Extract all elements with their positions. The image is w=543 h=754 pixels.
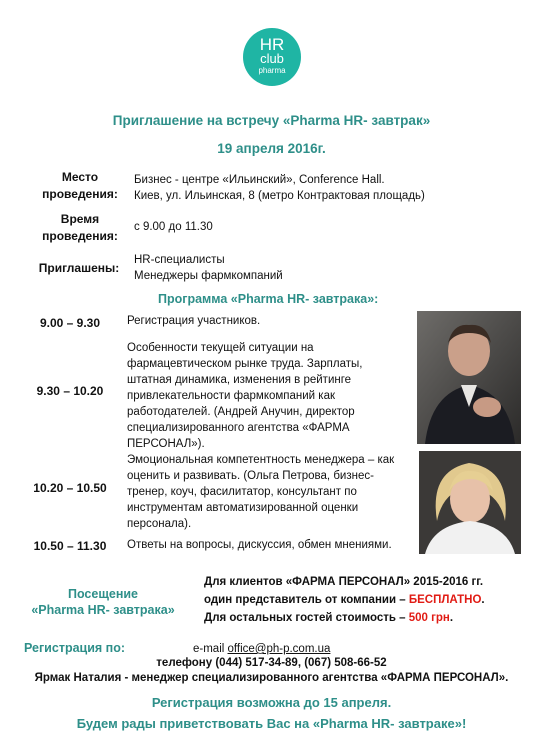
logo-text-club: club [260, 51, 284, 66]
logo-text-hr: HR [259, 35, 285, 54]
registration-deadline: Регистрация возможна до 15 апреля. [151, 695, 392, 710]
paid-condition: Для остальных гостей стоимость – 500 грн. [204, 612, 454, 624]
registration-phone: телефону (044) 517-34-89, (067) 508-66-52 [156, 657, 387, 669]
free-condition: один представитель от компании – БЕСПЛАТНО. [204, 594, 485, 606]
program-item-text: Особенности текущей ситуации на фармацевтическом рынке труда. Зарплаты, штатная динамика, изменения в рейтинге привлекательности фармкомпаний как работодателей. (Андрей Анучин, директор специализированного агентства «ФАРМА ПЕРСОНАЛ»). [127, 342, 363, 450]
invited-label: Приглашены: [38, 261, 120, 275]
venue-address: Бизнес - центре «Ильинский», Conference Hall. Киев, ул. Ильинская, 8 (метро Контрактовая площадь) [134, 174, 425, 202]
speaker-photo-woman [419, 451, 521, 554]
program-time: 9.30 – 10.20 [36, 384, 104, 398]
program-item-text: Регистрация участников. [127, 315, 261, 327]
free-highlight: БЕСПЛАТНО [408, 594, 482, 606]
visit-label: Посещение «Pharma HR- завтрака» [31, 587, 175, 617]
logo-text-pharma: pharma [258, 66, 286, 75]
price-highlight: 500 грн [408, 612, 450, 624]
program-item-text: Ответы на вопросы, дискуссия, обмен мнениями. [127, 539, 392, 551]
invited-list: HR-специалисты Менеджеры фармкомпаний [134, 254, 283, 282]
visit-conditions: Для клиентов «ФАРМА ПЕРСОНАЛ» 2015-2016 гг. один представитель от компании – БЕСПЛАТНО. Для остальных гостей стоимость – 500 грн. [204, 573, 485, 627]
registration-email-line: e-mail office@ph-p.com.ua [193, 643, 331, 655]
hr-club-logo [243, 28, 301, 86]
invitation-title: Приглашение на встречу «Pharma HR- завтрак» [112, 113, 431, 128]
time-label: Время проведения: [42, 212, 118, 243]
registration-label: Регистрация по: [24, 641, 126, 655]
email-link[interactable]: office@ph-p.com.ua [227, 643, 331, 655]
program-title: Программа «Pharma HR- завтрака»: [158, 292, 379, 306]
speaker-photo-woman-image [419, 451, 521, 554]
program-time: 9.00 – 9.30 [39, 316, 101, 330]
speaker-photo-man [417, 311, 521, 444]
welcome-message: Будем рады приветствовать Вас на «Pharma HR- завтраке»! [76, 716, 467, 731]
time-value: с 9.00 до 11.30 [134, 221, 213, 233]
registration-manager: Ярмак Наталия - менеджер специализированного агентства «ФАРМА ПЕРСОНАЛ». [34, 672, 509, 684]
program-time: 10.20 – 10.50 [33, 481, 107, 495]
event-date: 19 апреля 2016г. [217, 141, 326, 156]
venue-label: Место проведения: [42, 170, 118, 201]
program-time: 10.50 – 11.30 [33, 539, 107, 553]
program-item-text: Эмоциональная компетентность менеджера – как оценить и развивать. (Ольга Петрова, бизнес- тренер, коуч, фасилитатор, консультант по инструментам автоматизированной оценки персонала). [127, 454, 395, 530]
speaker-photo-man-image [417, 311, 521, 444]
